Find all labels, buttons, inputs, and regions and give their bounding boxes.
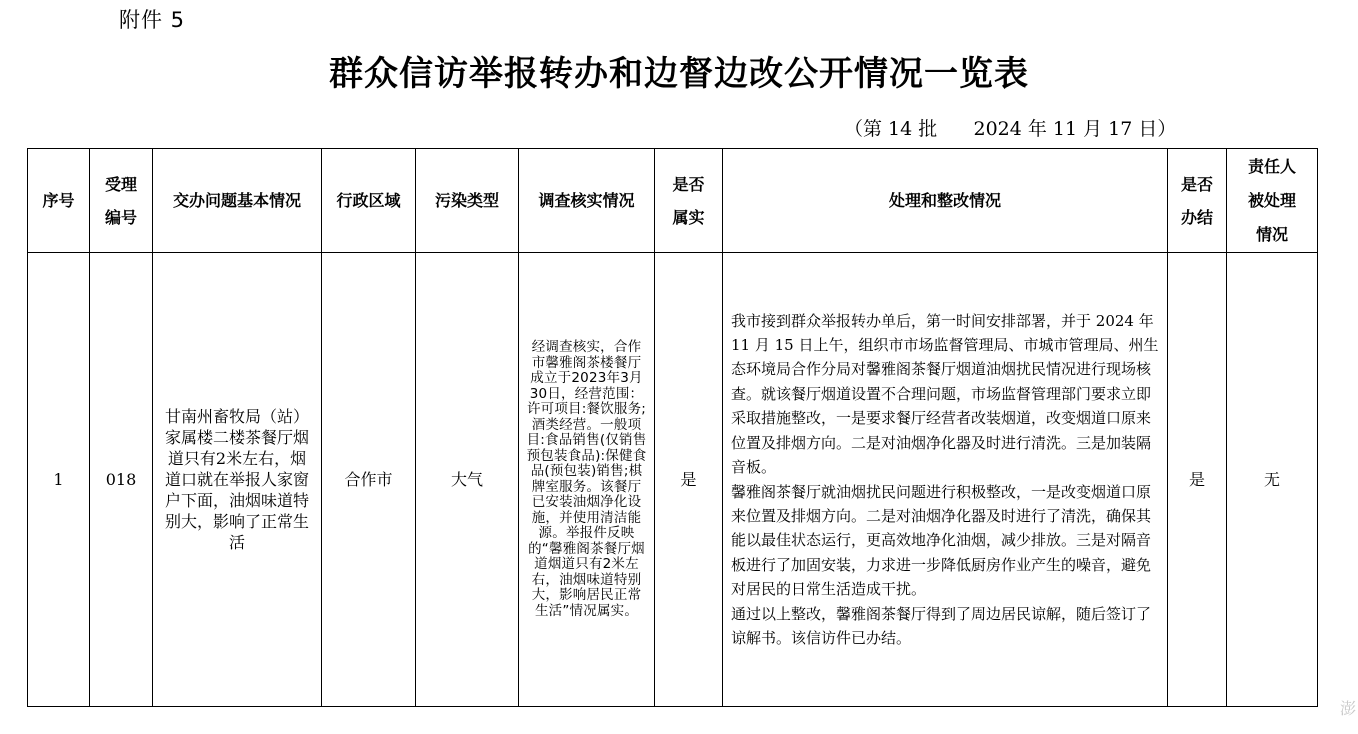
cell-region: 合作市 [322, 253, 416, 707]
page-title: 群众信访举报转办和边督边改公开情况一览表 [329, 54, 1029, 94]
header-region: 行政区域 [322, 149, 416, 253]
cell-serial: 1 [28, 253, 90, 707]
batch-info: （第 14 批 2024 年 11 月 17 日） [844, 118, 1177, 140]
table-header-row [28, 149, 1318, 253]
handling-paragraph: 我市接到群众举报转办单后，第一时间安排部署，并于 2024 年 11 月 15 日上午，组织市市场监督管理局、市城市管理局、州生态环境局合作分局对馨雅阁茶餐厅烟道油烟扰民情况进行现场核查。就该餐厅烟道设置不合理问题，市场监督管理部门要求立即采取措施整改，一是要求餐厅经营者改装烟道，改变烟道口原来位置及排烟方向。二是对油烟净化器及时进行清洗。三是加装隔音板。 [731, 311, 1159, 477]
header-case-number [90, 149, 153, 253]
attachment-label: 附件 5 [119, 8, 186, 32]
header-accountability [1227, 149, 1318, 253]
cell-pollution-type: 大气 [416, 253, 519, 707]
cell-investigation: 经调查核实，合作市馨雅阁茶楼餐厅成立于2023年3月30日，经营范围：许可项目:餐饮服务;酒类经营。一般项目:食品销售(仅销售预包装食品):保健食品(预包装)销售;棋牌室服务。该餐厅已安装油烟净化设施，并使用清洁能源。举报件反映的“馨雅阁茶餐厅烟道烟道只有2米左右，油烟味道特别大，影响居民正常生活”情况属实。 [519, 253, 655, 707]
header-pollution-type: 污染类型 [416, 149, 519, 253]
cell-is-closed: 是 [1168, 253, 1227, 707]
cell-handling [723, 253, 1168, 707]
header-accountability-text: 责任人被处理情况 [1247, 156, 1296, 244]
header-is-closed [1168, 149, 1227, 253]
header-handling: 处理和整改情况 [723, 149, 1168, 253]
table-row [28, 253, 1318, 707]
header-problem: 交办问题基本情况 [153, 149, 322, 253]
header-serial: 序号 [28, 149, 90, 253]
cell-is-true: 是 [655, 253, 723, 707]
handling-paragraph: 通过以上整改，馨雅阁茶餐厅得到了周边居民谅解，随后签订了谅解书。该信访件已办结。 [731, 604, 1152, 647]
cell-problem: 甘南州畜牧局（站）家属楼二楼茶餐厅烟道只有2米左右，烟道口就在举报人家窗户下面，油烟味道特别大，影响了正常生活 [153, 253, 322, 707]
cell-accountability: 无 [1227, 253, 1318, 707]
header-investigation: 调查核实情况 [519, 149, 655, 253]
cell-case-number: 018 [90, 253, 153, 707]
header-is-closed-text: 是否办结 [1180, 174, 1213, 227]
header-is-true [655, 149, 723, 253]
header-case-number-text: 受理编号 [104, 174, 137, 227]
petition-table [27, 148, 1318, 707]
handling-paragraph: 馨雅阁茶餐厅就油烟扰民问题进行积极整改，一是改变烟道口原来位置及排烟方向。二是对油烟净化器及时进行了清洗，确保其能以最佳状态运行，更高效地净化油烟，减少排放。三是对隔音板进行了加固安装，力求进一步降低厨房作业产生的噪音，避免对居民的日常生活造成干扰。 [731, 482, 1152, 599]
header-is-true-text: 是否属实 [672, 174, 705, 227]
watermark: 澎 [1340, 699, 1357, 718]
